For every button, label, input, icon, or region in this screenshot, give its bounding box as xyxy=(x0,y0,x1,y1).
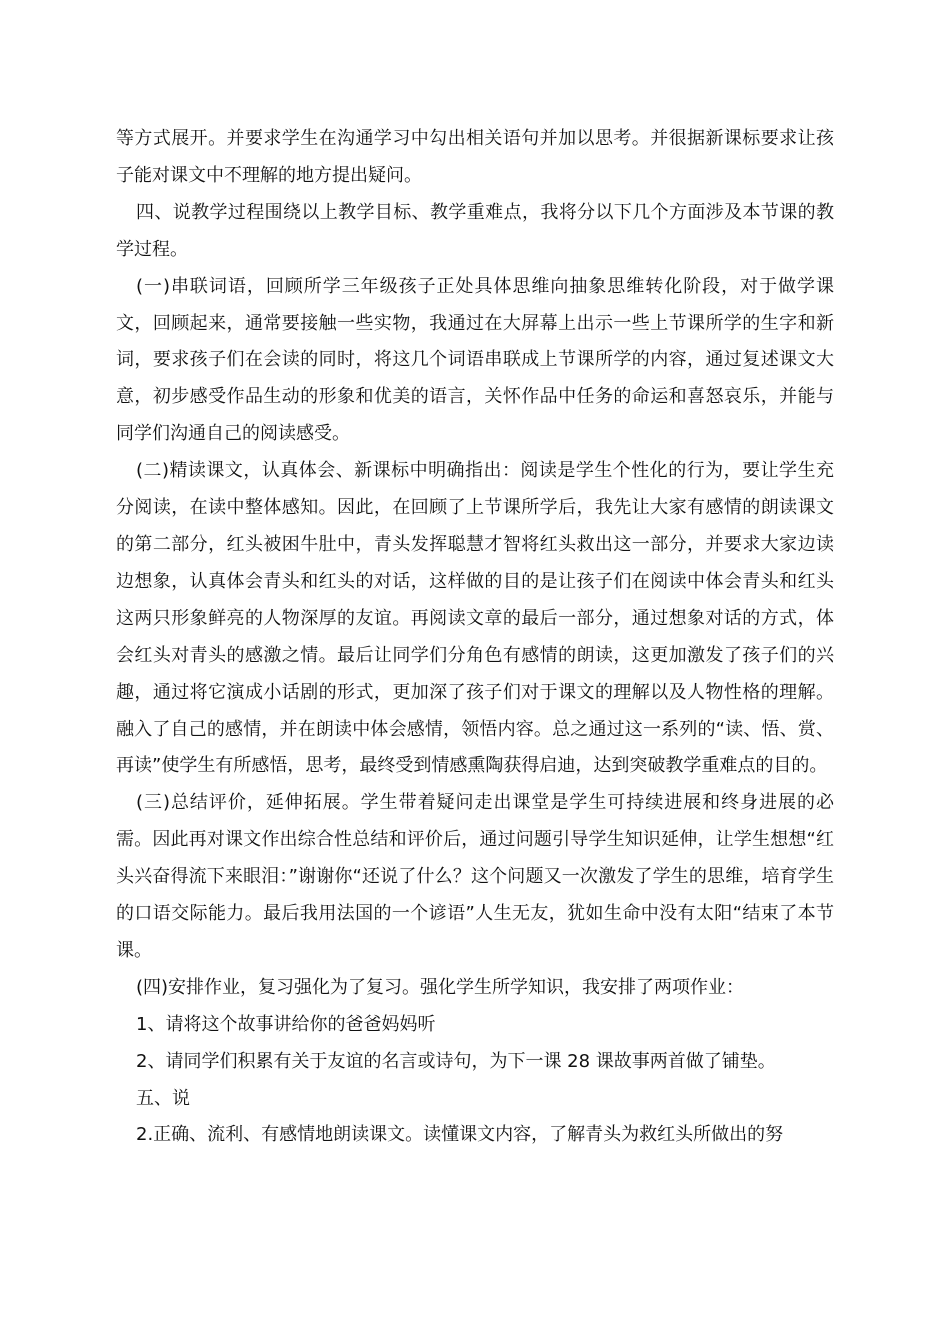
paragraph-step-four: (四)安排作业，复习强化为了复习。强化学生所学知识，我安排了两项作业： xyxy=(136,976,745,998)
document-body xyxy=(116,121,834,1154)
paragraph-step-one: (一)串联词语，回顾所学三年级孩子正处具体思维向抽象思维转化阶段，对于做学课文，回顾起来，通常要接触一些实物，我通过在大屏幕上出示一些上节课所学的生字和新词，要求孩子们在会读的同时，将这几个词语串联成上节课所学的内容，通过复述课文大意，初步感受作品生动的形象和优美的语言，关怀作品中任务的命运和喜怒哀乐，并能与同学们沟通自己的阅读感受。 xyxy=(116,275,834,445)
paragraph-step-two: (二)精读课文，认真体会、新课标中明确指出：阅读是学生个性化的行为，要让学生充分阅读，在读中整体感知。因此，在回顾了上节课所学后，我先让大家有感情的朗读课文的第二部分，红头被困牛肚中，青头发挥聪慧才智将红头救出这一部分，并要求大家边读边想象，认真体会青头和红头的对话，这样做的目的是让孩子们在阅读中体会青头和红头这两只形象鲜亮的人物深厚的友谊。再阅读文章的最后一部分，通过想象对话的方式，体会红头对青头的感激之情。最后让同学们分角色有感情的朗读，这更加激发了孩子们的兴趣，通过将它演成小话剧的形式，更加深了孩子们对于课文的理解以及人物性格的理解。融入了自己的感情，并在朗读中体会感情，领悟内容。总之通过这一系列的“读、悟、赏、再读”使学生有所感悟，思考，最终受到情感熏陶获得启迪，达到突破教学重难点的目的。 xyxy=(116,460,834,777)
homework-item-1: 1、请将这个故事讲给你的爸爸妈妈听 xyxy=(136,1013,436,1035)
paragraph-continuation: 等方式展开。并要求学生在沟通学习中勾出相关语句并加以思考。并很据新课标要求让孩子能对课文中不理解的地方提出疑问。 xyxy=(116,128,834,186)
section-five-heading: 五、说 xyxy=(136,1087,190,1109)
paragraph-objective-two: 2.正确、流利、有感情地朗读课文。读懂课文内容，了解青头为救红头所做出的努 xyxy=(136,1124,784,1146)
paragraph-step-three: (三)总结评价，延伸拓展。学生带着疑问走出课堂是学生可持续进展和终身进展的必需。因此再对课文作出综合性总结和评价后，通过问题引导学生知识延伸，让学生想想“红头兴奋得流下来眼泪：”谢谢你“还说了什么？这个问题又一次激发了学生的思维，培育学生的口语交际能力。最后我用法国的一个谚语”人生无友，犹如生命中没有太阳“结束了本节课。 xyxy=(116,792,834,961)
homework-item-2: 2、请同学们积累有关于友谊的名言或诗句，为下一课 28 课故事两首做了铺垫。 xyxy=(136,1050,776,1072)
paragraph-section-four: 四、说教学过程围绕以上教学目标、教学重难点，我将分以下几个方面涉及本节课的教学过程。 xyxy=(116,201,834,260)
